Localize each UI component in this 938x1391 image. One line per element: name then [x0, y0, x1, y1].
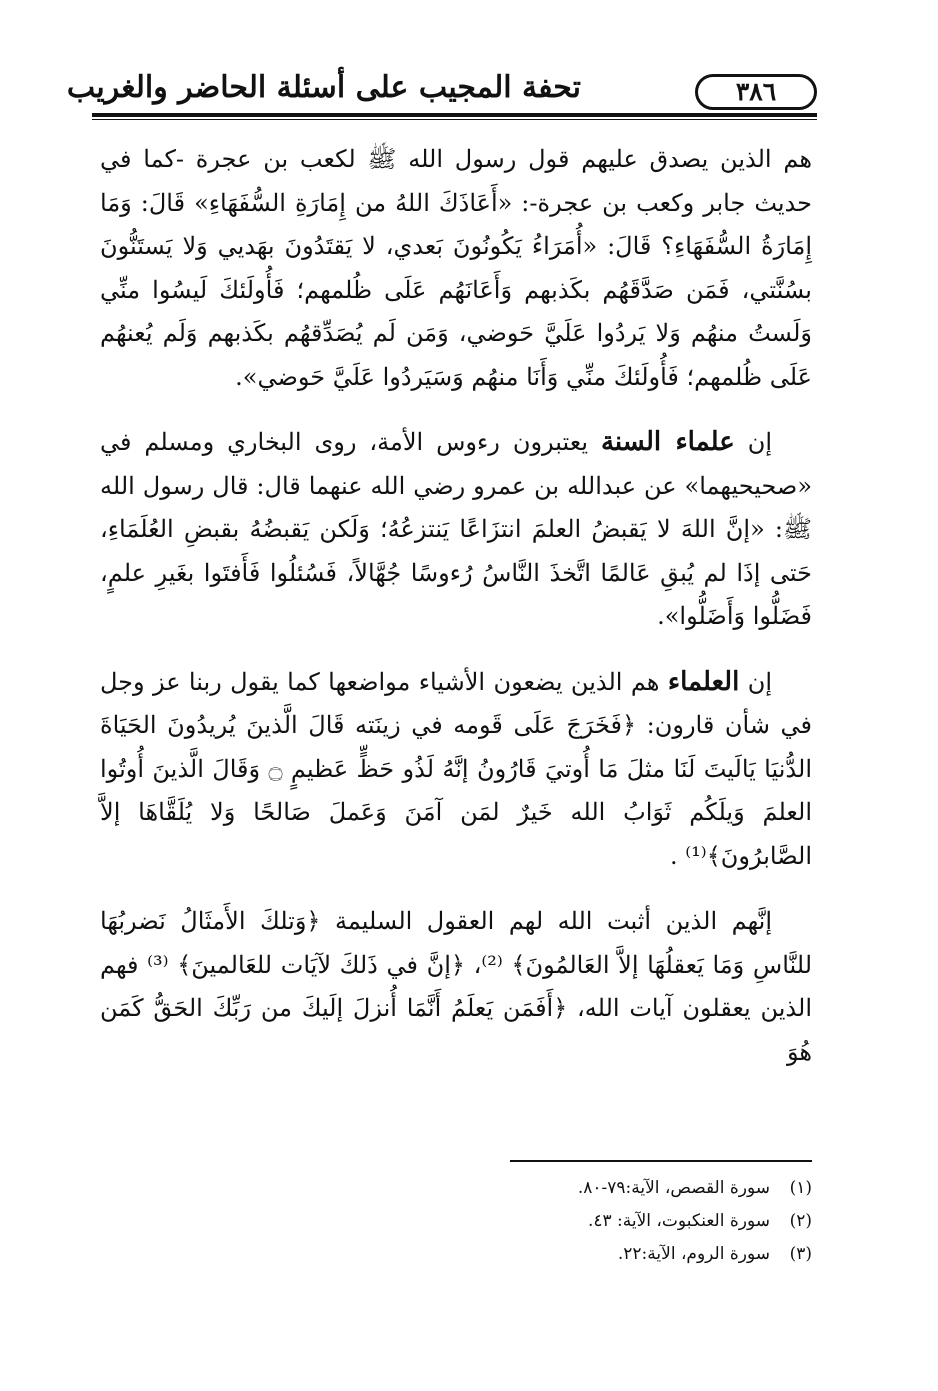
paragraph-3: [100, 661, 812, 879]
header-rule: [92, 113, 817, 117]
running-title: تحفة المجيب على أسئلة الحاضر والغريب: [66, 70, 581, 105]
footnote-text: سورة العنكبوت، الآية: ٤٣.: [587, 1211, 770, 1231]
paragraph-text: إن: [734, 428, 772, 456]
emphasized-term: علماء السنة: [600, 427, 735, 457]
footnote-text: سورة القصص، الآية:٧٩-٨٠.: [577, 1178, 770, 1198]
footnote-number: (٢): [789, 1211, 812, 1231]
paragraph-4: [100, 900, 812, 1074]
page-number: ٣٨٦: [695, 74, 817, 110]
footnote-number: (١): [789, 1178, 812, 1198]
paragraph-text: يعتبرون رءوس الأمة، روى البخاري ومسلم في «صحيحيهما» عن عبدالله بن عمرو رضي الله عنهما قال: قال رسول الله ﷺ: «إنَّ اللهَ لا يَقبضُ العلمَ انتزَاعًا يَنتزعُهُ؛ وَلَكن يَقبضُهُ بقبضِ العُلَمَاءِ، حَتى إذَا لم يُبقِ عَالمًا اتَّخذَ النَّاسُ رُءوسًا جُهَّالاً، فَسُئلُوا فَأَفتَوا بغَيرِ علمٍ، فَضَلُّوا وَأَضَلُّوا».: [100, 428, 812, 630]
paragraph-text: إنَّهم الذين أثبت الله لهم العقول السليمة ﴿وَتلكَ الأَمثَالُ نَضربُهَا للنَّاسِ وَمَا يَعقلُهَا إلاَّ العَالمُونَ﴾ ⁽²⁾، ﴿إنَّ في ذَلكَ لآيَات للعَالمينَ﴾ ⁽³⁾ فهم الذين يعقلون آيات الله، ﴿أَفَمَن يَعلَمُ أَنَّمَا أُنزلَ إلَيكَ من رَبِّكَ الحَقُّ كَمَن هُوَ: [100, 907, 813, 1066]
paragraph-text: هم الذين يصدق عليهم قول رسول الله ﷺ لكعب بن عجرة -كما في حديث جابر وكعب بن عجرة-: «أَعَاذَكَ اللهُ من إِمَارَةِ السُّفَهَاءِ» قَالَ: وَمَا إِمَارَةُ السُّفَهَاءِ؟ قَالَ: «أُمَرَاءُ يَكُونُونَ بَعدي، لا يَقتَدُونَ بهَديي وَلا يَستَنُّونَ بسُنَّتي، فَمَن صَدَّقَهُم بكَذبهم وَأَعَانَهُم عَلَى ظُلمهم؛ فَأُولَئكَ لَيسُوا منِّي وَلَستُ منهُم وَلا يَردُوا عَلَيَّ حَوضي، وَمَن لَم يُصَدِّقهُم بكَذبهم وَلَم يُعنهُم عَلَى ظُلمهم؛ فَأُولَئكَ منِّي وَأَنَا منهُم وَسَيَردُوا عَلَيَّ حَوضي».: [100, 145, 812, 391]
footnotes: [412, 1172, 812, 1271]
footnote-text: سورة الروم، الآية:٢٢.: [617, 1244, 770, 1264]
paragraph-1: [100, 138, 812, 399]
footnote-number: (٣): [789, 1244, 812, 1264]
paragraph-text: هم الذين يضعون الأشياء مواضعها كما يقول ربنا عز وجل في شأن قارون: ﴿فَخَرَجَ عَلَى قَومه في زينَته قَالَ الَّذينَ يُريدُونَ الحَيَاةَ الدُّنيَا يَالَيتَ لَنَا مثلَ مَا أُوتيَ قَارُونُ إنَّهُ لَذُو حَظٍّ عَظيمٍ ۝ وَقَالَ الَّذينَ أُوتُوا العلمَ وَيلَكُم ثَوَابُ الله خَيرٌ لمَن آمَنَ وَعَملَ صَالحًا وَلا يُلَقَّاهَا إلاَّ الصَّابرُونَ﴾⁽¹⁾ .: [100, 667, 812, 870]
footnote-rule: [510, 1160, 812, 1162]
footnote-3: [412, 1238, 812, 1271]
header-rule-thin: [92, 119, 817, 120]
emphasized-term: العلماء: [667, 666, 740, 697]
main-text: [100, 138, 812, 1096]
footnote-1: [412, 1172, 812, 1205]
page-header: [66, 66, 817, 122]
footnote-2: [412, 1205, 812, 1238]
paragraph-text: إن: [739, 667, 772, 696]
paragraph-2: [100, 421, 812, 639]
